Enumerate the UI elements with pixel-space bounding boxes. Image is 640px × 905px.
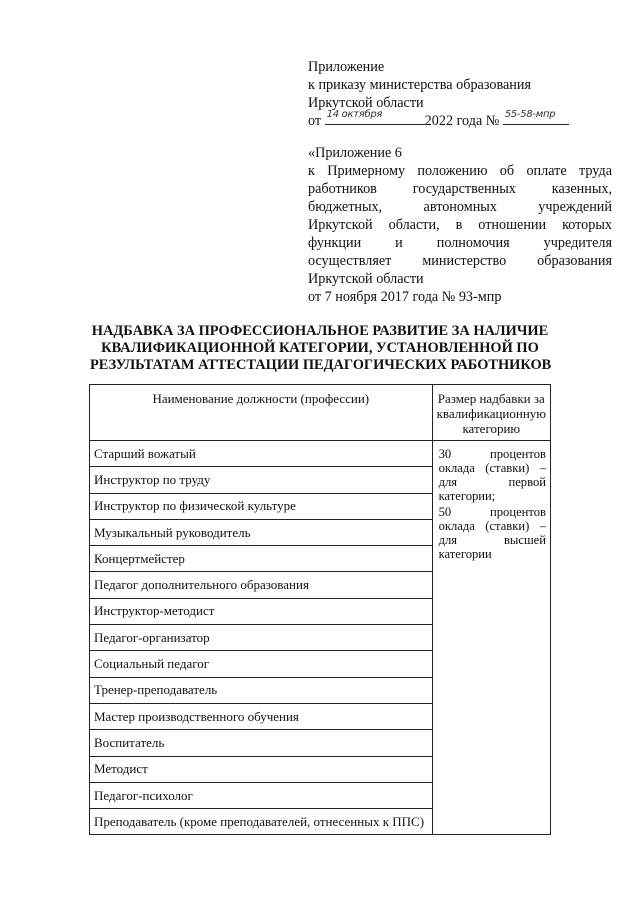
- position-cell: Тренер-преподаватель: [90, 677, 433, 703]
- table-header-row: [90, 385, 551, 441]
- position-cell: Старший вожатый: [90, 441, 433, 467]
- document-title: [90, 323, 550, 374]
- order-year: 2022 года №: [424, 113, 500, 129]
- table-row: [90, 441, 551, 467]
- annex-order-line: [308, 109, 612, 130]
- annex-line: Приложение: [308, 59, 385, 75]
- position-cell: Педагог-психолог: [90, 782, 433, 808]
- quoted-annex-line: осуществляет министерство образования: [308, 253, 612, 269]
- title-line: КВАЛИФИКАЦИОННОЙ КАТЕГОРИИ, УСТАНОВЛЕННОЙ ПО: [101, 340, 539, 356]
- position-cell: Социальный педагог: [90, 651, 433, 677]
- handwritten-date: 14 октября: [326, 109, 383, 120]
- quoted-annex-line: к Примерному положению об оплате труда: [308, 163, 612, 179]
- annex-line: Иркутской области: [308, 95, 424, 111]
- title-line: НАДБАВКА ЗА ПРОФЕССИОНАЛЬНОЕ РАЗВИТИЕ ЗА НАЛИЧИЕ: [91, 323, 549, 339]
- position-cell: Педагог дополнительного образования: [90, 572, 433, 598]
- quoted-annex-line: от 7 ноября 2017 года № 93-мпр: [308, 289, 502, 305]
- position-cell: Инструктор-методист: [90, 598, 433, 624]
- order-date-field: [325, 109, 425, 125]
- quoted-annex-line: функции и полномочия учредителя: [308, 235, 612, 251]
- position-cell: Инструктор по физической культуре: [90, 493, 433, 519]
- header-position: Наименование должности (профессии): [90, 385, 433, 441]
- position-cell: Инструктор по труду: [90, 467, 433, 493]
- quoted-annex-line: бюджетных, автономных учреждений: [308, 199, 612, 215]
- position-cell: Воспитатель: [90, 730, 433, 756]
- position-cell: Концертмейстер: [90, 546, 433, 572]
- quoted-annex-line: «Приложение 6: [308, 145, 402, 161]
- allowance-size-cell: [432, 441, 550, 835]
- quoted-annex-line: Иркутской области: [308, 271, 424, 287]
- quoted-annex-line: работников государственных казенных,: [308, 181, 612, 197]
- quoted-annex-line: Иркутской области, в отношении которых: [308, 217, 612, 233]
- annex-header: [308, 58, 612, 306]
- handwritten-number: 55-58-мпр: [504, 109, 556, 120]
- allowance-table: [89, 384, 551, 835]
- title-line: РЕЗУЛЬТАТАМ АТТЕСТАЦИИ ПЕДАГОГИЧЕСКИХ РАБОТНИКОВ: [90, 357, 552, 373]
- annex-line: к приказу министерства образования: [308, 77, 531, 93]
- position-cell: Мастер производственного обучения: [90, 703, 433, 729]
- position-cell: Музыкальный руководитель: [90, 519, 433, 545]
- position-cell: Преподаватель (кроме преподавателей, отнесенных к ППС): [90, 809, 433, 835]
- order-number-field: [503, 109, 569, 125]
- position-cell: Педагог-организатор: [90, 625, 433, 651]
- size-highest-category: 50 процентов оклада (ставки) – для высшей категории: [438, 505, 546, 561]
- size-first-category: 30 процентов оклада (ставки) – для первой категории;: [438, 447, 546, 503]
- header-size: Размер надбавки за квалификационную категорию: [432, 385, 550, 441]
- order-prefix: от: [308, 113, 322, 129]
- position-cell: Методист: [90, 756, 433, 782]
